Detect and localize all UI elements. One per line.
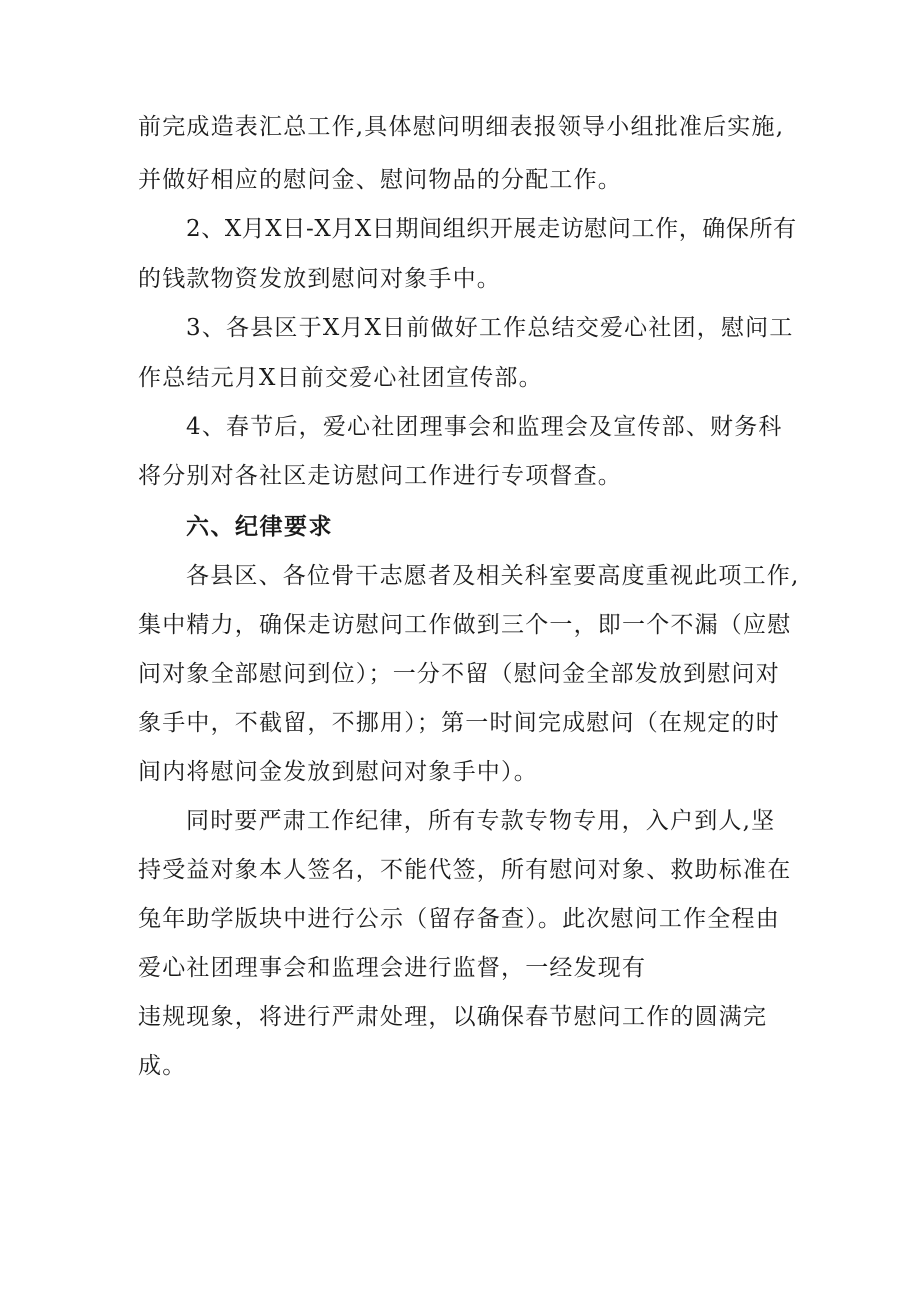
list-item-3: 3、各县区于X月X日前做好工作总结交爱心社团，慰问工 bbox=[186, 315, 794, 341]
section-heading: 六、纪律要求 bbox=[186, 514, 333, 540]
list-item-4: 4、春节后，爱心社团理事会和监理会及宣传部、财务科 bbox=[186, 414, 783, 440]
paragraph-line: 违规现象，将进行严肃处理，以确保春节慰问工作的圆满完 bbox=[138, 1004, 768, 1030]
paragraph-line: 兔年助学版块中进行公示（留存备查）。此次慰问工作全程由 bbox=[138, 906, 780, 932]
paragraph-line: 问对象全部慰问到位）；一分不留（慰问金全部发放到慰问对 bbox=[138, 661, 780, 687]
paragraph-line: 同时要严肃工作纪律，所有专款专物专用，入户到人,坚 bbox=[186, 808, 776, 834]
list-item-2: 2、X月X日-X月X日期间组织开展走访慰问工作，确保所有 bbox=[186, 216, 797, 242]
paragraph-line: 将分别对各社区走访慰问工作进行专项督查。 bbox=[138, 463, 622, 489]
paragraph-line: 前完成造表汇总工作,具体慰问明细表报领导小组批准后实施, bbox=[138, 114, 785, 140]
paragraph-line: 作总结元月X日前交爱心社团宣传部。 bbox=[138, 365, 543, 391]
paragraph-line: 集中精力，确保走访慰问工作做到三个一，即一个不漏（应慰 bbox=[138, 612, 792, 638]
paragraph-line: 象手中，不截留，不挪用）；第一时间完成慰问（在规定的时 bbox=[138, 710, 780, 736]
paragraph-line: 并做好相应的慰问金、慰问物品的分配工作。 bbox=[138, 167, 622, 193]
paragraph-line: 间内将慰问金发放到慰问对象手中）。 bbox=[138, 759, 538, 785]
paragraph-line: 成。 bbox=[138, 1053, 187, 1079]
paragraph-line: 各县区、各位骨干志愿者及相关科室要高度重视此项工作, bbox=[186, 563, 800, 589]
paragraph-line: 持受益对象本人签名，不能代签，所有慰问对象、救助标准在 bbox=[138, 857, 792, 883]
paragraph-line: 爱心社团理事会和监理会进行监督，一经发现有 bbox=[138, 955, 647, 981]
paragraph-line: 的钱款物资发放到慰问对象手中。 bbox=[138, 266, 501, 292]
